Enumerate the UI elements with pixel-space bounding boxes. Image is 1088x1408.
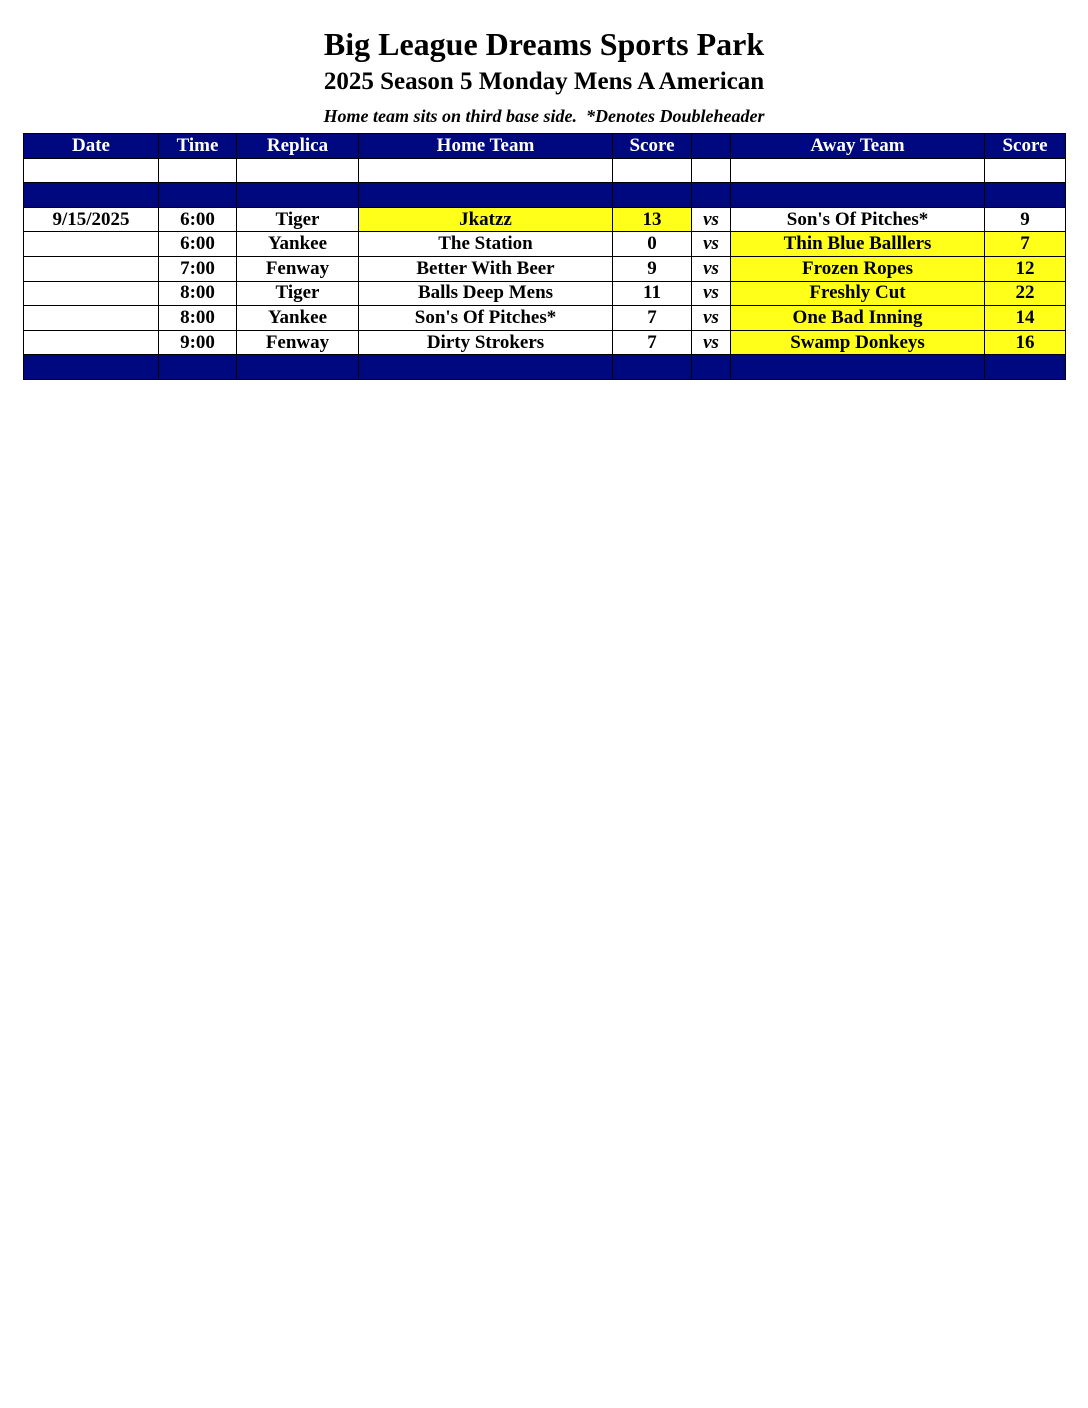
col-header-date: Date xyxy=(24,134,159,159)
game-row xyxy=(24,232,1066,257)
away-score: 16 xyxy=(985,330,1066,355)
game-field: Yankee xyxy=(237,232,359,257)
home-score: 7 xyxy=(613,330,692,355)
vs-label: vs xyxy=(692,330,731,355)
home-team: Better With Beer xyxy=(359,256,613,281)
league-subtitle: 2025 Season 5 Monday Mens A American xyxy=(323,68,765,95)
game-field: Tiger xyxy=(237,281,359,306)
schedule-table xyxy=(23,133,1066,380)
game-field: Tiger xyxy=(237,207,359,232)
header-row xyxy=(24,134,1066,159)
col-header-time: Time xyxy=(159,134,237,159)
game-time: 9:00 xyxy=(159,330,237,355)
game-date xyxy=(24,232,159,257)
away-score: 22 xyxy=(985,281,1066,306)
game-field: Fenway xyxy=(237,330,359,355)
home-score: 7 xyxy=(613,306,692,331)
vs-label: vs xyxy=(692,306,731,331)
vs-label: vs xyxy=(692,232,731,257)
game-date xyxy=(24,330,159,355)
game-date: 9/15/2025 xyxy=(24,207,159,232)
game-time: 8:00 xyxy=(159,306,237,331)
game-field: Fenway xyxy=(237,256,359,281)
away-team: One Bad Inning xyxy=(731,306,985,331)
game-row xyxy=(24,330,1066,355)
away-score: 9 xyxy=(985,207,1066,232)
schedule-note: Home team sits on third base side. *Denotes Doubleheader xyxy=(323,106,765,126)
away-team: Thin Blue Balllers xyxy=(731,232,985,257)
home-score: 11 xyxy=(613,281,692,306)
separator-row xyxy=(24,183,1066,208)
game-row xyxy=(24,207,1066,232)
game-row xyxy=(24,306,1066,331)
home-team: Balls Deep Mens xyxy=(359,281,613,306)
away-team: Swamp Donkeys xyxy=(731,330,985,355)
col-header-home-score: Score xyxy=(613,134,692,159)
col-header-home-team: Home Team xyxy=(359,134,613,159)
game-time: 6:00 xyxy=(159,232,237,257)
game-row xyxy=(24,281,1066,306)
game-time: 6:00 xyxy=(159,207,237,232)
vs-label: vs xyxy=(692,207,731,232)
away-score: 14 xyxy=(985,306,1066,331)
col-header-replica: Replica xyxy=(237,134,359,159)
page-title: Big League Dreams Sports Park xyxy=(323,26,765,62)
game-date xyxy=(24,306,159,331)
home-team: Son's Of Pitches* xyxy=(359,306,613,331)
game-field: Yankee xyxy=(237,306,359,331)
away-team: Son's Of Pitches* xyxy=(731,207,985,232)
footer-separator-row xyxy=(24,355,1066,380)
home-team: Jkatzz xyxy=(359,207,613,232)
blank-row xyxy=(24,158,1066,183)
away-team: Freshly Cut xyxy=(731,281,985,306)
col-header-away-score: Score xyxy=(985,134,1066,159)
home-score: 13 xyxy=(613,207,692,232)
game-date xyxy=(24,281,159,306)
vs-label: vs xyxy=(692,256,731,281)
home-score: 9 xyxy=(613,256,692,281)
home-team: Dirty Strokers xyxy=(359,330,613,355)
away-score: 12 xyxy=(985,256,1066,281)
away-score: 7 xyxy=(985,232,1066,257)
vs-label: vs xyxy=(692,281,731,306)
game-date xyxy=(24,256,159,281)
col-header-vs xyxy=(692,134,731,159)
game-time: 7:00 xyxy=(159,256,237,281)
game-time: 8:00 xyxy=(159,281,237,306)
away-team: Frozen Ropes xyxy=(731,256,985,281)
col-header-away-team: Away Team xyxy=(731,134,985,159)
home-team: The Station xyxy=(359,232,613,257)
game-row xyxy=(24,256,1066,281)
home-score: 0 xyxy=(613,232,692,257)
